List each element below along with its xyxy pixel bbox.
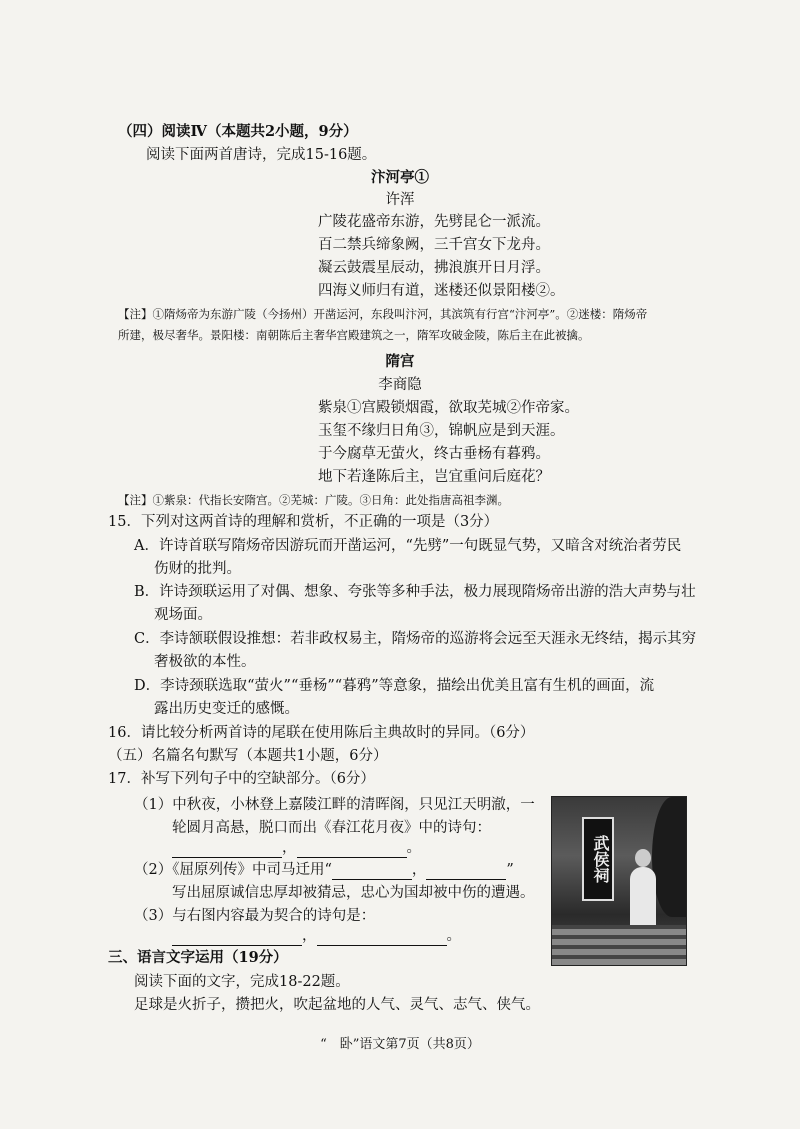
poem1-line: 凝云鼓震星辰动，拂浪旗开日月浮。 (318, 260, 550, 276)
q16: 16．请比较分析两首诗的尾联在使用陈后主典故时的异同。（6分） (108, 725, 535, 741)
poem2-line: 玉玺不缘归日角③，锦帆应是到天涯。 (318, 423, 565, 439)
poem1-line: 四海义师归有道，迷楼还似景阳楼②。 (318, 283, 565, 299)
answer-blank[interactable] (317, 931, 447, 946)
page-footer: “ 卧”语文第7页（共8页） (320, 1037, 480, 1052)
poem1-note: 所建，极尽奢华。景阳楼：南朝陈后主奢华宫殿建筑之一，隋军攻破金陵，陈后主在此被擒。 (118, 328, 590, 342)
photo-statue-head (635, 849, 651, 867)
q17-item-1: （1）中秋夜，小林登上嘉陵江畔的清晖阁，只见江天明澈，一 (134, 797, 535, 813)
poem2-author: 李商隐 (378, 377, 422, 393)
q17-item-2: 写出屈原诚信忠厚却被猜忌，忠心为国却被中伤的遭遇。 (172, 885, 535, 901)
photo-sign: 武侯祠 (582, 817, 614, 901)
poem1-line: 广陵花盛帝东游，先劈昆仑一派流。 (318, 214, 550, 230)
q15-option-c: 奢极欲的本性。 (154, 654, 256, 670)
q15-stem: 15．下列对这两首诗的理解和赏析，不正确的一项是（3分） (108, 514, 499, 530)
section4-heading: （四）阅读Ⅳ（本题共2小题，9分） (118, 123, 358, 140)
q15-option-a: A．许诗首联写隋炀帝因游玩而开凿运河，“先劈”一句既显气势，又暗含对统治者劳民 (134, 538, 682, 554)
q17-item-3: （3）与右图内容最为契合的诗句是： (134, 908, 376, 924)
photo-tree (652, 797, 687, 917)
answer-blank[interactable] (297, 843, 407, 858)
section5-heading: （五）名篇名句默写（本题共1小题，6分） (108, 748, 388, 764)
poem2-title: 隋宫 (385, 353, 415, 370)
poem1-line: 百二禁兵缔象阙，三千宫女下龙舟。 (318, 237, 550, 253)
q15-option-b: B．许诗颈联运用了对偶、想象、夸张等多种手法，极力展现隋炀帝出游的浩大声势与壮 (134, 584, 696, 600)
section3-text: 足球是火折子，攒把火，吹起盆地的人气、灵气、志气、侠气。 (134, 997, 540, 1013)
answer-blank[interactable] (172, 843, 282, 858)
poem1-author: 许浑 (385, 192, 415, 208)
q17-blank-row-3: ， 。 (172, 926, 461, 946)
q17-item-2: （2）《屈原列传》中司马迁用“ ， ” (134, 862, 514, 878)
q15-option-a: 伤财的批判。 (154, 561, 241, 577)
section3-instruction: 阅读下面的文字，完成18-22题。 (134, 974, 350, 990)
poem2-line: 于今腐草无萤火，终古垂杨有暮鸦。 (318, 446, 550, 462)
poem2-line: 紫泉①宫殿锁烟霞，欲取芜城②作帝家。 (318, 400, 579, 416)
answer-blank[interactable] (172, 931, 302, 946)
poem2-note: 【注】①紫泉：代指长安隋宫。②芜城：广陵。③日角：此处指唐高祖李渊。 (118, 493, 509, 507)
poem1-title: 汴河亭① (371, 169, 429, 186)
poem1-note: 【注】①隋炀帝为东游广陵（今扬州）开凿运河，东段叫汴河，其滨筑有行宫“汴河亭”。②迷楼：隋炀帝 (118, 307, 648, 321)
q15-option-c: C．李诗颔联假设推想：若非政权易主，隋炀帝的巡游将会远至天涯永无终结，揭示其穷 (134, 631, 697, 647)
q17-stem: 17．补写下列句子中的空缺部分。（6分） (108, 771, 375, 787)
poem2-line: 地下若逢陈后主，岂宜重问后庭花？ (318, 469, 550, 485)
section4-instruction: 阅读下面两首唐诗，完成15-16题。 (146, 147, 377, 163)
photo-steps (552, 925, 686, 965)
q15-option-d: 露出历史变迁的感慨。 (154, 701, 299, 717)
answer-blank[interactable] (426, 865, 506, 880)
q17-blank-row-1: ， 。 (172, 838, 421, 858)
q15-option-b: 观场面。 (154, 607, 212, 623)
q17-item-1: 轮圆月高悬，脱口而出《春江花月夜》中的诗句： (172, 820, 491, 836)
q15-option-d: D．李诗颈联选取“萤火”“垂杨”“暮鸦”等意象，描绘出优美且富有生机的画面，流 (134, 678, 655, 694)
wuhou-shrine-photo (551, 796, 687, 966)
section3-heading: 三、语言文字运用（19分） (108, 949, 288, 966)
answer-blank[interactable] (332, 865, 412, 880)
